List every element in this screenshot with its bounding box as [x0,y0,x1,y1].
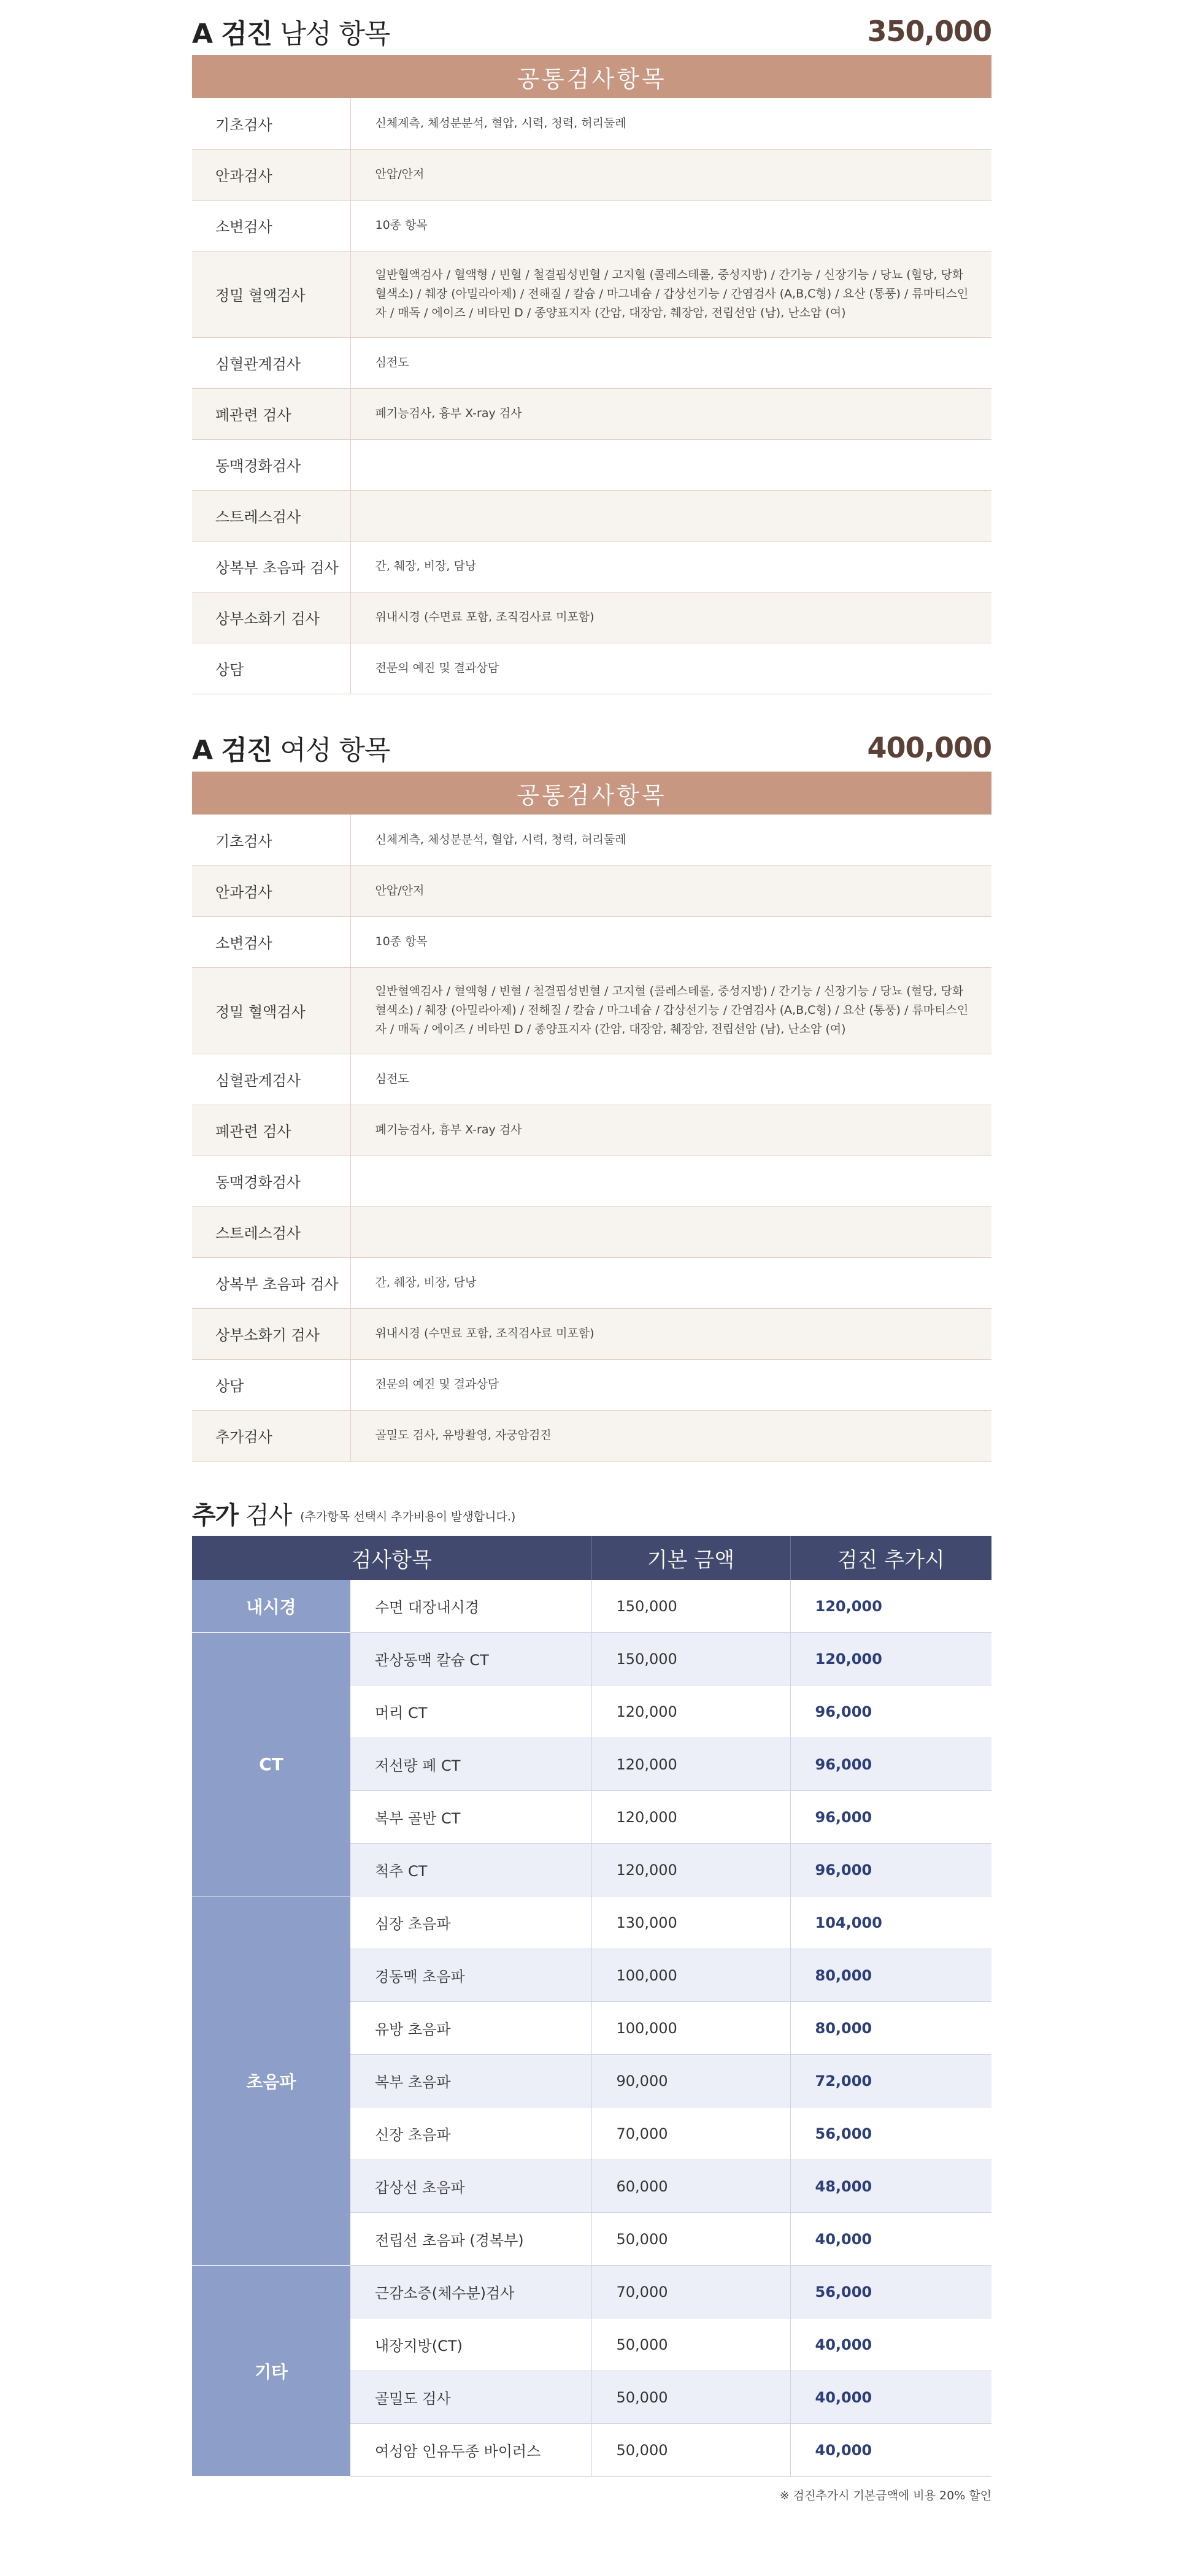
test-description: 위내시경 (수면료 포함, 조직검사료 미포함) [350,592,991,643]
item-added-price: 40,000 [790,2213,991,2266]
test-label: 동맥경화검사 [192,439,350,490]
extra-section-title [192,1496,291,1531]
item-base-price: 150,000 [591,1633,790,1685]
item-base-price: 60,000 [591,2160,790,2213]
table-row [192,2266,991,2318]
item-base-price: 120,000 [591,1844,790,1896]
category-cell: 내시경 [192,1580,350,1633]
male-common-band: 공통검사항목 [192,55,991,98]
test-description: 전문의 예진 및 결과상담 [350,1359,991,1410]
header-test-item: 검사항목 [192,1536,591,1580]
item-added-price: 96,000 [790,1791,991,1844]
test-label: 스트레스검사 [192,1206,350,1257]
item-name: 관상동맥 칼슘 CT [350,1633,591,1685]
item-base-price: 50,000 [591,2424,790,2477]
test-label: 상부소화기 검사 [192,1308,350,1359]
test-description: 10종 항목 [350,916,991,967]
test-label: 심혈관계검사 [192,337,350,388]
category-cell: CT [192,1633,350,1896]
test-label: 추가검사 [192,1410,350,1461]
female-title-bold: A 검진 [192,735,272,766]
test-description: 심전도 [350,1054,991,1105]
test-label: 폐관련 검사 [192,388,350,439]
extra-section-header [192,1490,991,1536]
male-price: 350,000 [867,15,991,48]
table-row [192,1156,991,1206]
extra-section [192,1490,991,2503]
item-name: 신장 초음파 [350,2107,591,2160]
item-name: 여성암 인유두종 바이러스 [350,2424,591,2477]
item-added-price: 40,000 [790,2371,991,2424]
test-label: 상담 [192,643,350,694]
test-label: 정밀 혈액검사 [192,251,350,337]
extra-table-header-row [192,1536,991,1580]
test-label: 소변검사 [192,200,350,251]
test-label: 상부소화기 검사 [192,592,350,643]
item-name: 복부 초음파 [350,2055,591,2107]
test-label: 소변검사 [192,916,350,967]
table-row [192,541,991,592]
test-description: 일반혈액검사 / 혈액형 / 빈혈 / 철결핍성빈혈 / 고지혈 (콜레스테롤, 중성지방) / 간기능 / 신장기능 / 당뇨 (혈당, 당화혈색소) / 췌장 (아밀라아제) / 전해질 / 칼슘 / 마그네슘 / 갑상선기능 / 간염검사 (A,B,C형) / 요산 (통풍) / 류마티스인자 / 매독 / 에이즈 / 비타민 D / 종양표지자 (간암, 대장암, 췌장암, 전립선암 (남), 난소암 (여) [350,251,991,337]
test-description [350,1206,991,1257]
item-added-price: 96,000 [790,1738,991,1791]
item-added-price: 40,000 [790,2318,991,2371]
test-description: 골밀도 검사, 유방촬영, 자궁암검진 [350,1410,991,1461]
female-section [192,724,991,1462]
table-row [192,98,991,149]
item-added-price: 80,000 [790,1949,991,2002]
table-row [192,1896,991,1949]
test-description: 신체계측, 체성분분석, 혈압, 시력, 청력, 허리둘레 [350,98,991,149]
female-section-title [192,728,390,767]
item-name: 내장지방(CT) [350,2318,591,2371]
test-description: 안압/안저 [350,149,991,200]
item-name: 수면 대장내시경 [350,1580,591,1633]
item-name: 전립선 초음파 (경복부) [350,2213,591,2266]
item-added-price: 56,000 [790,2266,991,2318]
test-description: 일반혈액검사 / 혈액형 / 빈혈 / 철결핍성빈혈 / 고지혈 (콜레스테롤, 중성지방) / 간기능 / 신장기능 / 당뇨 (혈당, 당화혈색소) / 췌장 (아밀라아제) / 전해질 / 칼슘 / 마그네슘 / 갑상선기능 / 간염검사 (A,B,C형) / 요산 (통풍) / 류마티스인자 / 매독 / 에이즈 / 비타민 D / 종양표지자 (간암, 대장암, 췌장암, 전립선암 (남), 난소암 (여) [350,967,991,1054]
item-name: 척추 CT [350,1844,591,1896]
male-title-rest: 남성 항목 [272,18,390,50]
item-base-price: 120,000 [591,1791,790,1844]
item-base-price: 70,000 [591,2107,790,2160]
test-description: 안압/안저 [350,865,991,916]
item-base-price: 120,000 [591,1738,790,1791]
item-base-price: 130,000 [591,1896,790,1949]
table-row [192,1359,991,1410]
item-name: 유방 초음파 [350,2002,591,2055]
item-base-price: 50,000 [591,2213,790,2266]
item-base-price: 150,000 [591,1580,790,1633]
test-description: 10종 항목 [350,200,991,251]
item-added-price: 96,000 [790,1685,991,1738]
test-description: 간, 췌장, 비장, 담낭 [350,541,991,592]
test-description: 위내시경 (수면료 포함, 조직검사료 미포함) [350,1308,991,1359]
table-row [192,916,991,967]
table-row [192,1105,991,1156]
item-added-price: 120,000 [790,1633,991,1685]
item-name: 골밀도 검사 [350,2371,591,2424]
test-description: 폐기능검사, 흉부 X-ray 검사 [350,1105,991,1156]
female-title-rest: 여성 항목 [272,735,390,766]
table-row [192,1633,991,1685]
item-base-price: 70,000 [591,2266,790,2318]
extra-footnote: ※ 검진추가시 기본금액에 비용 20% 할인 [779,2489,991,2502]
item-base-price: 100,000 [591,1949,790,2002]
table-row [192,592,991,643]
item-added-price: 56,000 [790,2107,991,2160]
table-row [192,337,991,388]
female-price: 400,000 [867,731,991,764]
header-base-price: 기본 금액 [591,1536,790,1580]
test-label: 폐관련 검사 [192,1105,350,1156]
test-label: 심혈관계검사 [192,1054,350,1105]
test-label: 안과검사 [192,149,350,200]
table-row [192,439,991,490]
table-row [192,967,991,1054]
item-base-price: 120,000 [591,1685,790,1738]
test-label: 상복부 초음파 검사 [192,541,350,592]
header-added-price: 검진 추가시 [790,1536,991,1580]
male-title-bold: A 검진 [192,18,272,50]
extra-title-rest: 검사 [238,1501,292,1530]
item-added-price: 72,000 [790,2055,991,2107]
item-added-price: 120,000 [790,1580,991,1633]
table-row [192,1206,991,1257]
test-description: 간, 췌장, 비장, 담낭 [350,1257,991,1308]
item-name: 복부 골반 CT [350,1791,591,1844]
item-added-price: 80,000 [790,2002,991,2055]
item-name: 저선량 폐 CT [350,1738,591,1791]
item-base-price: 90,000 [591,2055,790,2107]
test-description [350,439,991,490]
male-section-header [192,7,991,55]
table-row [192,865,991,916]
table-row [192,1410,991,1461]
extra-note: (추가항목 선택시 추가비용이 발생합니다.) [300,1509,516,1524]
table-row [192,490,991,541]
item-added-price: 48,000 [790,2160,991,2213]
test-description: 심전도 [350,337,991,388]
extra-price-table [192,1536,991,2477]
test-label: 상복부 초음파 검사 [192,1257,350,1308]
item-name: 머리 CT [350,1685,591,1738]
test-label: 기초검사 [192,815,350,865]
item-name: 심장 초음파 [350,1896,591,1949]
table-row [192,643,991,694]
extra-title-bold: 추가 [192,1501,239,1530]
item-base-price: 50,000 [591,2318,790,2371]
female-test-table [192,815,991,1462]
male-test-table [192,98,991,694]
item-name: 근감소증(체수분)검사 [350,2266,591,2318]
table-row [192,149,991,200]
item-base-price: 100,000 [591,2002,790,2055]
female-section-header [192,724,991,772]
male-section [192,7,991,694]
table-row [192,200,991,251]
test-label: 기초검사 [192,98,350,149]
item-added-price: 104,000 [790,1896,991,1949]
test-label: 안과검사 [192,865,350,916]
category-cell: 초음파 [192,1896,350,2266]
test-label: 상담 [192,1359,350,1410]
test-description: 신체계측, 체성분분석, 혈압, 시력, 청력, 허리둘레 [350,815,991,865]
item-added-price: 40,000 [790,2424,991,2477]
item-name: 경동맥 초음파 [350,1949,591,2002]
male-section-title [192,12,390,51]
table-row [192,1308,991,1359]
test-description: 전문의 예진 및 결과상담 [350,643,991,694]
item-base-price: 50,000 [591,2371,790,2424]
table-row [192,388,991,439]
test-label: 정밀 혈액검사 [192,967,350,1054]
category-cell: 기타 [192,2266,350,2477]
table-row [192,1257,991,1308]
female-common-band: 공통검사항목 [192,772,991,815]
test-description: 폐기능검사, 흉부 X-ray 검사 [350,388,991,439]
table-row [192,251,991,337]
item-added-price: 96,000 [790,1844,991,1896]
table-row [192,815,991,865]
test-description [350,1156,991,1206]
test-label: 스트레스검사 [192,490,350,541]
table-row [192,1580,991,1633]
item-name: 갑상선 초음파 [350,2160,591,2213]
test-description [350,490,991,541]
test-label: 동맥경화검사 [192,1156,350,1206]
table-row [192,1054,991,1105]
